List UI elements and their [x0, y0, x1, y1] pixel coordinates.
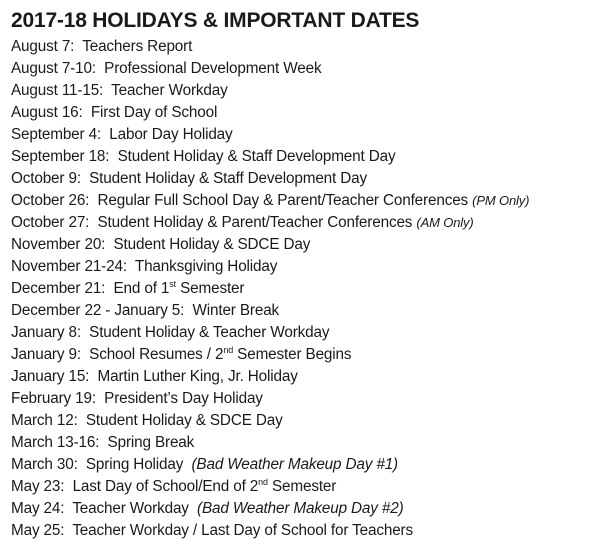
- list-item: [11, 388, 591, 410]
- entry-date: May 25:: [11, 522, 65, 539]
- entry-text: Regular Full School Day & Parent/Teacher Conferences: [97, 192, 469, 209]
- entry-text-after: Semester: [267, 478, 337, 495]
- list-item: [11, 454, 591, 476]
- entry-text: Spring Holiday: [85, 456, 184, 473]
- list-item: [11, 80, 591, 102]
- entry-date: September 18:: [11, 148, 110, 165]
- entry-text: Labor Day Holiday: [109, 126, 233, 143]
- entry-date: September 4:: [11, 126, 102, 143]
- entry-date: October 9:: [11, 170, 81, 187]
- entry-date: October 27:: [11, 214, 90, 231]
- dates-list: [11, 36, 591, 542]
- list-item: [11, 212, 591, 234]
- entry-text: Student Holiday & SDCE Day: [85, 412, 283, 429]
- entry-text: School Resumes / 2: [89, 346, 224, 363]
- list-item: [11, 432, 591, 454]
- entry-note: (AM Only): [416, 215, 474, 230]
- entry-text: Student Holiday & Teacher Workday: [89, 324, 330, 341]
- entry-text: End of 1: [113, 280, 170, 297]
- entry-text: President’s Day Holiday: [104, 390, 263, 407]
- page-title: 2017-18 HOLIDAYS & IMPORTANT DATES: [11, 9, 420, 32]
- entry-text: Teacher Workday: [72, 500, 189, 517]
- list-item: [11, 146, 591, 168]
- entry-text: Student Holiday & SDCE Day: [113, 236, 311, 253]
- entry-note: (Bad Weather Makeup Day #1): [191, 456, 398, 473]
- entry-text-after: Semester Begins: [233, 346, 352, 363]
- list-item: [11, 190, 591, 212]
- entry-text: Winter Break: [192, 302, 280, 319]
- entry-text: Teachers Report: [82, 38, 193, 55]
- list-item: [11, 366, 591, 388]
- entry-date: January 8:: [11, 324, 81, 341]
- entry-date: March 30:: [11, 456, 78, 473]
- list-item: [11, 256, 591, 278]
- list-item: [11, 498, 591, 520]
- entry-date: March 12:: [11, 412, 78, 429]
- list-item: [11, 124, 591, 146]
- entry-date: May 24:: [11, 500, 65, 517]
- entry-date: March 13-16:: [11, 434, 100, 451]
- entry-text: Teacher Workday / Last Day of School for Teachers: [72, 522, 413, 539]
- entry-text: Teacher Workday: [111, 82, 228, 99]
- document: [11, 8, 591, 542]
- entry-superscript: nd: [223, 345, 234, 355]
- list-item: [11, 344, 591, 366]
- entry-superscript: nd: [258, 477, 268, 487]
- entry-text: Spring Break: [107, 434, 195, 451]
- list-item: [11, 58, 591, 80]
- list-item: [11, 234, 591, 256]
- entry-date: May 23:: [11, 478, 65, 495]
- entry-date: August 7-10:: [11, 60, 96, 77]
- entry-text: Thanksgiving Holiday: [134, 258, 278, 275]
- entry-text: Martin Luther King, Jr. Holiday: [97, 368, 298, 385]
- entry-date: January 9:: [11, 346, 81, 363]
- entry-superscript: st: [169, 279, 176, 289]
- entry-date: August 11-15:: [11, 82, 104, 99]
- entry-date: November 20:: [11, 236, 106, 253]
- list-item: [11, 322, 591, 344]
- entry-note: (PM Only): [472, 193, 530, 208]
- entry-date: November 21-24:: [11, 258, 127, 275]
- entry-text: Student Holiday & Staff Development Day: [117, 148, 396, 165]
- list-item: [11, 520, 591, 542]
- list-item: [11, 300, 591, 322]
- entry-text: Professional Development Week: [104, 60, 322, 77]
- entry-date: January 15:: [11, 368, 90, 385]
- list-item: [11, 36, 591, 58]
- list-item: [11, 410, 591, 432]
- entry-date: October 26:: [11, 192, 90, 209]
- entry-date: December 21:: [11, 280, 106, 297]
- entry-date: February 19:: [11, 390, 96, 407]
- entry-text: Last Day of School/End of 2: [72, 478, 259, 495]
- list-item: [11, 102, 591, 124]
- list-item: [11, 476, 591, 498]
- entry-text: First Day of School: [90, 104, 218, 121]
- entry-date: December 22 - January 5:: [11, 302, 185, 319]
- entry-text: Student Holiday & Parent/Teacher Conferences: [97, 214, 413, 231]
- entry-date: August 7:: [11, 38, 75, 55]
- entry-text: Student Holiday & Staff Development Day: [89, 170, 367, 187]
- entry-text-after: Semester: [175, 280, 245, 297]
- entry-note: (Bad Weather Makeup Day #2): [197, 500, 404, 517]
- entry-date: August 16:: [11, 104, 83, 121]
- list-item: [11, 278, 591, 300]
- list-item: [11, 168, 591, 190]
